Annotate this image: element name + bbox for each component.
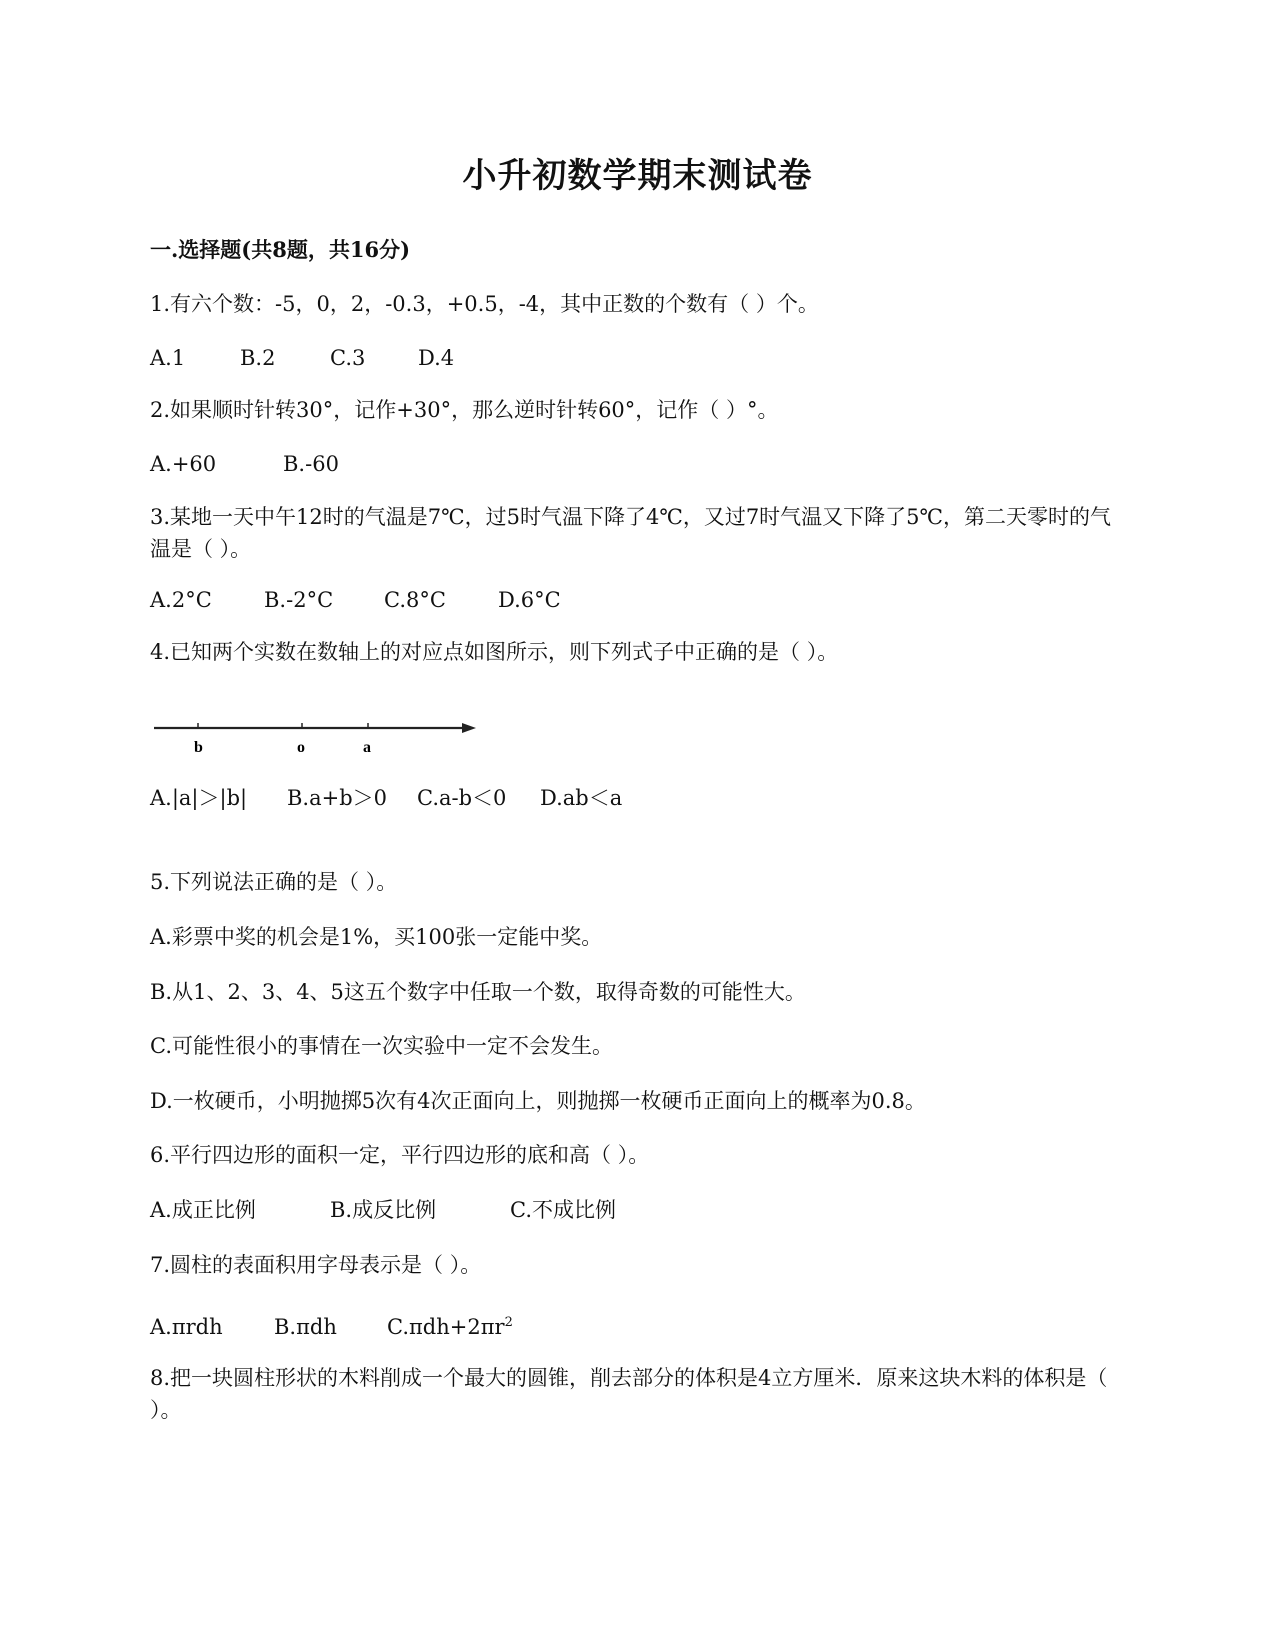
option-c: C.8°C [384,588,446,612]
number-line-figure [150,716,480,766]
option-c [387,1307,513,1343]
question-3: 3.某地一天中午12时的气温是7℃，过5时气温下降了4℃，又过7时气温又下降了5℃，第二天零时的气温是（ ）。 [150,505,1112,561]
question-8: 8.把一块圆柱形状的木料削成一个最大的圆锥，削去部分的体积是4立方厘米．原来这块木料的体积是（ ）。 [150,1366,1108,1422]
option-d: D.一枚硬币，小明抛掷5次有4次正面向上，则抛掷一枚硬币正面向上的概率为0.8。 [150,1089,926,1113]
option-a: A.成正比例 [150,1198,256,1222]
question-6: 6.平行四边形的面积一定，平行四边形的底和高（ ）。 [150,1143,650,1167]
option-a: A.彩票中奖的机会是1%，买100张一定能中奖。 [150,925,603,949]
option-b: B.-2°C [264,588,334,612]
option-d: D.4 [418,346,455,370]
question-2-options [150,448,339,480]
question-7: 7.圆柱的表面积用字母表示是（ ）。 [150,1253,482,1277]
question-1-options [150,342,454,374]
point-label-a: a [363,739,371,756]
option-b: B.a+b＞0 [287,786,388,810]
option-b: B.成反比例 [330,1198,437,1222]
superscript-2: 2 [504,1315,513,1330]
option-b: B.-60 [283,452,339,476]
question-3-options [150,584,561,616]
option-b: B.从1、2、3、4、5这五个数字中任取一个数，取得奇数的可能性大。 [150,980,806,1004]
option-c-text: C.πdh+2πr [387,1315,505,1339]
question-7-options [150,1307,513,1343]
page-title: 小升初数学期末测试卷 [462,156,813,196]
option-a: A.1 [150,346,186,370]
point-label-b: b [194,739,203,756]
option-a: A.2°C [150,588,212,612]
section-heading: 一.选择题(共8题，共16分) [150,237,411,262]
question-6-options [150,1194,616,1226]
option-d: D.ab＜a [540,786,623,810]
question-4: 4.已知两个实数在数轴上的对应点如图所示，则下列式子中正确的是（ ）。 [150,640,839,664]
option-b: B.2 [240,346,276,370]
point-label-o: o [297,739,305,756]
option-b: B.πdh [274,1315,337,1339]
option-a: A.πrdh [150,1315,223,1339]
option-a: A.+60 [150,452,217,476]
option-c: C.a-b＜0 [417,786,507,810]
question-2: 2.如果顺时针转30°，记作+30°，那么逆时针转60°，记作（ ）°。 [150,398,779,422]
question-4-options [150,782,622,814]
question-5: 5.下列说法正确的是（ ）。 [150,870,398,894]
option-c: C.不成比例 [510,1198,616,1222]
question-1: 1.有六个数：-5，0，2，-0.3，+0.5，-4，其中正数的个数有（ ）个。 [150,292,819,316]
number-line-arrow [462,723,476,733]
option-c: C.3 [330,346,366,370]
option-a: A.|a|＞|b| [150,786,248,810]
option-c: C.可能性很小的事情在一次实验中一定不会发生。 [150,1034,613,1058]
option-d: D.6°C [498,588,561,612]
